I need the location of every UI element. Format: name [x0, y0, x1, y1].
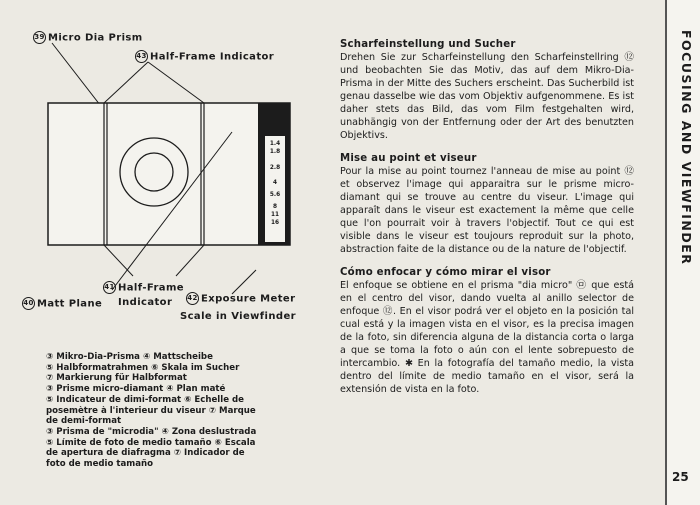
section-heading-german: Scharfeinstellung und Sucher [340, 39, 516, 50]
meter-tick: 1.8 [269, 148, 281, 155]
legend-line: ⑤ Halbformatrahmen ⑥ Skala im Sucher [46, 362, 240, 373]
legend [46, 352, 291, 470]
legend-line: ③ Mikro-Dia-Prisma ④ Mattscheibe [46, 352, 213, 362]
page-number: 25 [672, 470, 689, 484]
callout-number: 41 [103, 281, 116, 294]
callout-number: 43 [135, 50, 148, 63]
callout-number: 40 [22, 297, 35, 310]
meter-tick: 16 [270, 219, 280, 226]
meter-tick: 4 [272, 180, 278, 187]
legend-line: de apertura de diafragma ⑦ Indicador de [46, 448, 245, 459]
label-matt-plane: 40 Matt Plane [23, 298, 103, 310]
meter-tick: 2.8 [269, 164, 281, 171]
section-body-spanish: El enfoque se obtiene en el prisma "dia micro" ㉤ que está en el centro del visor, dando vuelta al anillo selector de enfoque ⑫. En el visor podrá ver el objeto en la posición tal cual está y la imagen vista en el visor, es la precisa imagen de la foto, sin diferencia alguna de la distancia corta o larga a que se toma la foto o aún con el lente sobrepuesto de intercambio. ✱ En la fotografía del tamaño medio, la vista dentro del límite de medio tamaño en el visor, será la extensión de vista en la foto. [340, 280, 634, 395]
meter-tick: 8 [272, 203, 278, 210]
legend-line: de demi-format [46, 416, 122, 427]
callout-number: 42 [186, 292, 199, 305]
section-body-german: Drehen Sie zur Scharfeinstellung den Scharfeinstellring ⑫ und beobachten Sie das Motiv, das auf dem Mikro-Dia-Prisma in der Mitte des Suchers erscheint. Das Sucherbild ist genau dasselbe wie das vom Objektiv aufgenommene. Es ist daher stets das Bild, das vom Film festgehalten wird, unabhängig von der Entfernung oder der Art des benutzten Objektivs. [340, 52, 634, 141]
section-heading-french: Mise au point et viseur [340, 153, 477, 164]
legend-line: ⑦ Markierung für Halbformat [46, 373, 187, 384]
section-body-french: Pour la mise au point tournez l'anneau de mise au point ⑫ et observez l'image qui apparaitra sur le prisme micro-diamant qui se trouve au centre du viseur. L'image qui apparaît dans le viseur est exactement la même que celle que l'on pourrait voir à travers l'objectif. Tout ce qui est visible dans le viseur est toujours reproduit sur la photo, abstraction faite de la distance ou de la nature de l'objectif. [340, 166, 634, 255]
legend-line: foto de medio tamaño [46, 459, 154, 470]
instructions-text [340, 38, 634, 406]
legend-line: ⑤ Indicateur de dimi-format ⑥ Echelle de [46, 394, 245, 405]
meter-tick: 5.6 [269, 192, 281, 199]
label-exposure-meter-line2: Scale in Viewfinder [180, 311, 296, 322]
legend-line: ⑤ Límite de foto de medio tamaño ⑥ Escala [46, 437, 256, 448]
legend-line: ③ Prisme micro-diamant ④ Plan maté [46, 384, 226, 395]
meter-scale [266, 141, 284, 227]
label-half-frame-indicator-line2: Indicator [118, 297, 173, 308]
label-half-frame-indicator: 43 Half-Frame Indicator [136, 51, 275, 63]
meter-tick: 1.4 [269, 141, 281, 147]
callout-number: 39 [33, 31, 46, 44]
section-heading-spanish: Cómo enfocar y cómo mirar el visor [340, 267, 551, 278]
legend-line: posemètre à l'interieur du viseur ⑦ Marque [46, 405, 256, 416]
label-micro-dia-prism: 39 Micro Dia Prism [34, 32, 143, 44]
meter-tick: 11 [270, 211, 280, 218]
label-half-frame-indicator-bottom: 41 Half-Frame [104, 282, 184, 294]
label-exposure-meter: 42 Exposure Meter [187, 293, 296, 305]
side-title: FOCUSING AND VIEWFINDER [679, 30, 694, 266]
legend-line: ③ Prisma de "microdia" ④ Zona deslustrada [46, 426, 257, 437]
